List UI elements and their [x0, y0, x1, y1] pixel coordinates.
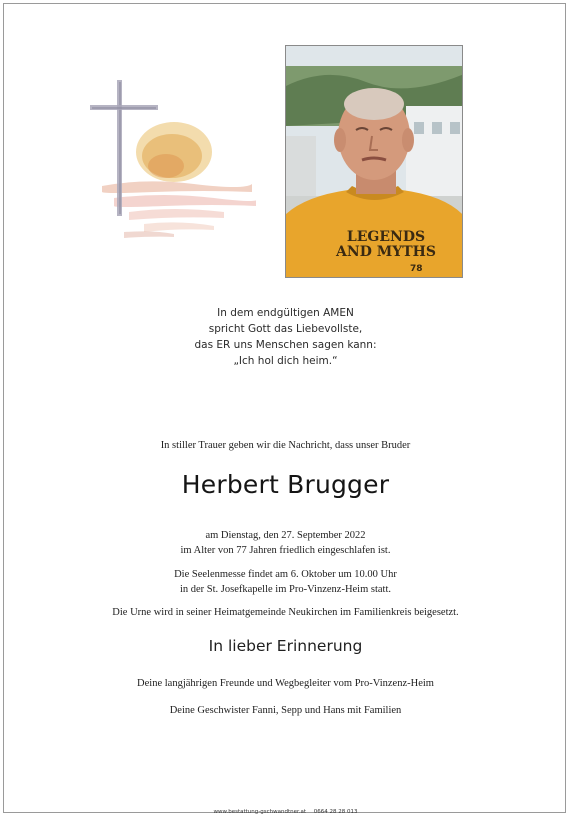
- footer-website[interactable]: www.bestattung-gschwandtner.at: [213, 809, 307, 815]
- shirt-text-line2: AND MYTHS: [336, 244, 436, 260]
- mourner-line: Deine Geschwister Fanni, Sepp und Hans mit Familien: [169, 705, 402, 716]
- verse-block: [0, 305, 571, 369]
- watercolor-cross-sunset-image: [84, 74, 256, 246]
- urn-line: Die Urne wird in seiner Heimatgemeinde Neukirchen im Familienkreis beigesetzt.: [112, 607, 459, 618]
- death-details: [0, 528, 571, 558]
- remembrance-heading: In lieber Erinnerung: [208, 637, 363, 655]
- death-date-line: am Dienstag, den 27. September 2022: [205, 530, 366, 541]
- verse-line: „Ich hol dich heim.“: [233, 355, 338, 367]
- portrait-photo: [285, 45, 463, 278]
- announcement-intro: In stiller Trauer geben wir die Nachricht, dass unser Bruder: [160, 440, 411, 451]
- shirt-text-line1: LEGENDS: [346, 229, 426, 245]
- verse-line: das ER uns Menschen sagen kann:: [194, 339, 377, 351]
- footer: [0, 809, 571, 815]
- mass-date-line: Die Seelenmesse findet am 6. Oktober um 10.00 Uhr: [174, 569, 397, 580]
- death-age-line: im Alter von 77 Jahren friedlich eingeschlafen ist.: [180, 545, 391, 556]
- footer-phone: 0664 28 28 013: [313, 809, 358, 815]
- mass-details: [0, 567, 571, 597]
- shirt-number: 78: [410, 264, 423, 274]
- mass-location-line: in der St. Josefkapelle im Pro-Vinzenz-Heim statt.: [179, 584, 392, 595]
- verse-line: In dem endgültigen AMEN: [217, 307, 354, 319]
- verse-line: spricht Gott das Liebevollste,: [208, 323, 363, 335]
- mourner-line: Deine langjährigen Freunde und Wegbegleiter vom Pro-Vinzenz-Heim: [137, 678, 434, 689]
- deceased-name: Herbert Brugger: [181, 470, 390, 499]
